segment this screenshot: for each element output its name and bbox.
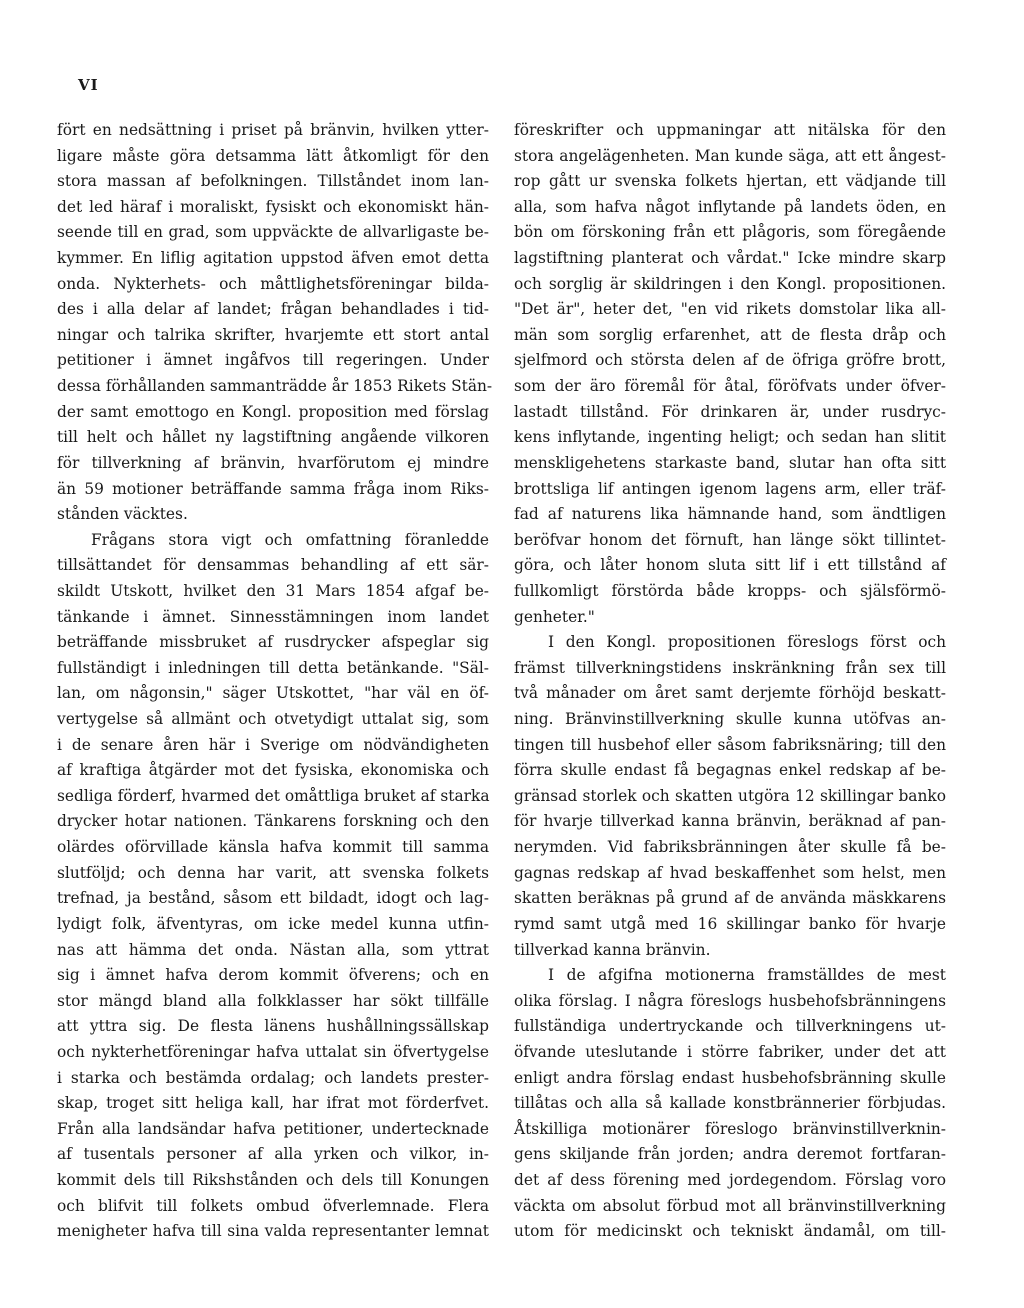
left-column-line: stora massan af befolkningen. Tillståndet inom lan- (57, 172, 489, 191)
left-column-line: och blifvit till folkets ombud öfverlemnade. Flera (57, 1196, 489, 1215)
left-column-line: af tusentals personer af alla yrken och vilkor, in- (57, 1145, 489, 1164)
right-column-line: "Det är", heter det, "en vid rikets domstolar lika all- (514, 300, 946, 319)
right-column-line: föreskrifter och uppmaningar att nitälska för den (514, 121, 946, 139)
right-column-line: I den Kongl. propositionen föreslogs först och (548, 633, 946, 652)
left-column-line: seende till en grad, som uppväckte de allvarligaste be- (57, 223, 489, 242)
right-column-line: tillverkad kanna bränvin. (514, 940, 711, 959)
right-column-line: beröfvar honom det förnuft, han länge sökt tillintet- (514, 530, 946, 549)
right-column-line: öfvande uteslutande i större fabriker, under det att (514, 1042, 946, 1061)
right-column-line: rymd samt utgå med 16 skillingar banko för hvarje (514, 914, 946, 933)
left-column-line: stånden väcktes. (57, 505, 188, 524)
right-column-line: bön om förskoning från ett plågoris, som föregående (514, 223, 946, 242)
left-column-line: skildt Utskott, hvilket den 31 Mars 1854 afgaf be- (57, 581, 489, 600)
left-column-line: olärdes oförvillade känsla hafva kommit till samma (57, 838, 489, 857)
left-column-line: sig i ämnet hafva derom kommit öfverens; och en (57, 966, 489, 985)
left-column-line: nas att hämma det onda. Nästan alla, som yttrat (57, 940, 489, 959)
left-column-line: i de senare åren här i Sverige om nödvändigheten (57, 735, 489, 754)
left-column-line: tillsättandet för densammas behandling af ett sär- (57, 556, 489, 575)
right-column-line: män som sorglig erfarenhet, att de flesta dråp och (514, 325, 946, 344)
left-column-line: i starka och bestämda ordalag; och landets prester- (57, 1068, 489, 1087)
right-column-line: gränsad storlek och skatten utgöra 12 skillingar banko (514, 786, 946, 805)
right-column-line: fad af naturens lika hämnande hand, som ändtligen (514, 505, 946, 524)
right-column-line: gens skiljande från jorden; andra deremot fortfaran- (514, 1145, 946, 1164)
right-column-line: rop gått ur svenska folkets hjertan, ett vädjande till (514, 172, 946, 191)
right-column-line: brottsliga lif antingen igenom lagens arm, eller träf- (514, 479, 946, 498)
right-column-line: lagstiftning planterat och vårdat." Icke mindre skarp (514, 249, 946, 268)
right-column-line: fullkomligt förstörda både kropps- och själsförmö- (514, 581, 946, 600)
left-column-line: af kraftiga åtgärder mot det fysiska, ekonomiska och (57, 761, 489, 780)
left-column-line: fört en nedsättning i priset på bränvin, hvilken ytter- (57, 121, 489, 139)
right-column-line: skatten beräknas på grund af de använda mäskkarens (514, 889, 946, 908)
right-column-line: fullständiga undertryckande och tillverkningens ut- (514, 1017, 946, 1036)
right-column-line: nerymden. Vid fabriksbränningen åter skulle få be- (514, 838, 946, 857)
right-column-line: sjelfmord och största delen af de öfriga gröfre brott, (514, 351, 946, 370)
left-column-line: att yttra sig. De flesta länens hushållningssällskap (57, 1017, 489, 1036)
right-column-line: det af dess förening med jordegendom. Förslag voro (514, 1170, 946, 1189)
right-column-line: kens inflytande, ingenting heligt; och sedan han slitit (514, 428, 946, 447)
right-column-line: enligt andra förslag endast husbehofsbränning skulle (514, 1068, 946, 1087)
left-column-line: onda. Nykterhets- och måttlighetsföreningar bilda- (57, 274, 489, 293)
left-column-line: dessa förhållanden sammanträdde år 1853 Rikets Stän- (57, 377, 493, 396)
left-column-line: tänkande i ämnet. Sinnesstämningen inom landet (57, 607, 489, 626)
right-column-line: stora angelägenheten. Man kunde säga, att ett ångest- (514, 146, 946, 165)
left-column-line: beträffande missbruket af rusdrycker afspeglar sig (57, 633, 489, 652)
left-column-line: och nykterhetföreningar hafva uttalat sin öfvertygelse (57, 1042, 489, 1061)
right-column-line: genheter." (514, 607, 595, 626)
right-column-line: ning. Bränvinstillverkning skulle kunna utöfvas an- (514, 710, 946, 729)
left-column-line: Frågans stora vigt och omfattning föranledde (91, 530, 489, 549)
left-column-line: än 59 motioner beträffande samma fråga inom Riks- (57, 479, 489, 498)
right-column-line: olika förslag. I några föreslogs husbehofsbränningens (514, 991, 946, 1010)
right-column-line: lastadt tillstånd. För drinkaren är, under rusdryc- (514, 402, 946, 421)
left-column-line: des i alla delar af landet; frågan behandlades i tid- (57, 300, 489, 319)
right-column-line: alla, som hafva något inflytande på landets öden, en (514, 197, 946, 216)
left-column-line: kommit dels till Rikshstånden och dels till Konungen (57, 1170, 489, 1189)
page-number: VI (78, 76, 99, 94)
right-column-line: främst tillverkningstidens inskränkning från sex till (514, 658, 946, 677)
left-column-line: det led häraf i moraliskt, fysiskt och ekonomiskt hän- (57, 197, 489, 216)
right-column-line: gagnas redskap af hvad beskaffenhet som helst, men (514, 863, 946, 882)
left-column-line: lydigt folk, äfventyras, om icke medel kunna utfin- (57, 914, 489, 933)
left-column-line: kymmer. En liflig agitation uppstod äfven emot detta (57, 249, 489, 268)
left-column-line: sedliga förderf, hvarmed det omåttliga bruket af starka (57, 786, 490, 805)
left-column-line: menigheter hafva till sina valda representanter lemnat (57, 1222, 489, 1241)
right-column-line: menskligehetens starkaste band, slutar han ofta sitt (514, 453, 946, 472)
left-text-column (57, 118, 493, 1245)
left-column-line: lan, om någonsin," säger Utskottet, "har väl en öf- (57, 684, 489, 703)
left-column-line: vertygelse så allmänt och otvetydigt uttalat sig, som (57, 710, 489, 729)
left-column-line: fullständigt i inledningen till detta betänkande. "Säl- (57, 658, 489, 677)
right-column-line: utom för medicinskt och tekniskt ändamål, om till- (514, 1222, 946, 1241)
right-column-line: tillåtas och alla så kallade konstbrännerier förbjudas. (514, 1094, 946, 1113)
left-column-line: trefnad, ja bestånd, såsom ett bildadt, idogt och lag- (57, 889, 489, 908)
right-column-line: Åtskilliga motionärer föreslogo bränvinstillverknin- (514, 1119, 946, 1138)
right-column-line: I de afgifna motionerna framställdes de mest (548, 966, 946, 985)
left-column-line: ligare måste göra detsamma lätt åtkomligt för den (57, 146, 489, 165)
left-column-line: Från alla landsändar hafva petitioner, undertecknade (57, 1119, 489, 1138)
right-column-line: som der äro föremål för åtal, föröfvats under öfver- (514, 377, 946, 396)
right-column-line: tingen till husbehof eller såsom fabriksnäring; till den (514, 735, 946, 754)
left-column-line: till helt och hållet ny lagstiftning angående vilkoren (57, 428, 489, 447)
right-column-line: två månader om året samt derjemte förhöjd beskatt- (514, 684, 946, 703)
right-column-line: göra, och låter honom sluta sitt lif i ett tillstånd af (514, 556, 946, 575)
right-text-column (514, 118, 946, 1245)
left-column-line: der samt emottogo en Kongl. proposition med förslag (57, 402, 489, 421)
left-column-line: petitioner i ämnet ingåfvos till regeringen. Under (57, 351, 489, 370)
left-column-line: för tillverkning af bränvin, hvarförutom ej mindre (57, 453, 489, 472)
left-column-line: ningar och talrika skrifter, hvarjemte ett stort antal (57, 325, 489, 344)
right-column-line: och sorglig är skildringen i den Kongl. propositionen. (514, 274, 946, 293)
left-column-line: drycker hotar nationen. Tänkarens forskning och den (57, 812, 489, 831)
right-column-line: väckta om absolut förbud mot all bränvinstillverkning (514, 1196, 946, 1215)
left-column-line: slutföljd; och denna har varit, att svenska folkets (57, 863, 489, 882)
right-column-line: förra skulle endast få begagnas enkel redskap af be- (514, 761, 946, 780)
left-column-line: stor mängd bland alla folkklasser har sökt tillfälle (57, 991, 489, 1010)
left-column-line: skap, troget sitt heliga kall, har ifrat mot förderfvet. (57, 1094, 489, 1113)
right-column-line: för hvarje tillverkad kanna bränvin, beräknad af pan- (514, 812, 946, 831)
